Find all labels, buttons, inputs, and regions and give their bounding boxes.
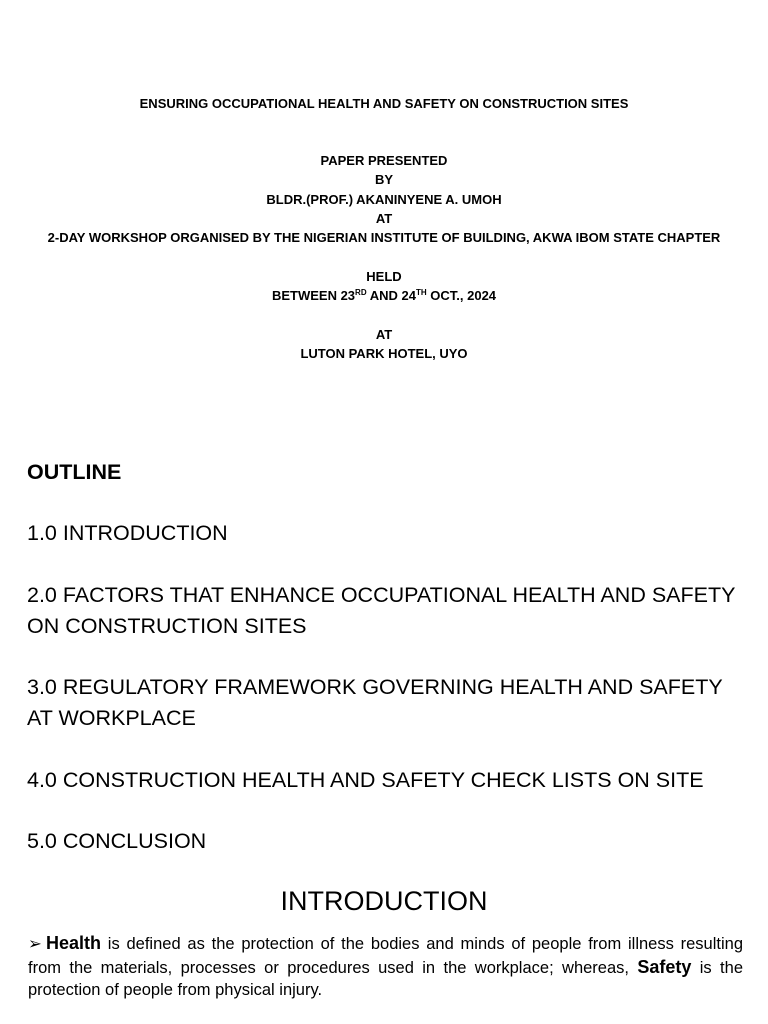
dates-suffix: OCT., 2024 [426,288,497,304]
outline-item-conclusion: 5.0 CONCLUSION [27,829,207,853]
at-line: AT [375,210,393,226]
workshop-line: 2-DAY WORKSHOP ORGANISED BY THE NIGERIAN INSTITUTE OF BUILDING, AKWA IBOM STATE CHAPTER [47,230,721,246]
outline-item-regulatory-framework: 3.0 REGULATORY FRAMEWORK GOVERNING HEALTH AND SAFETY AT WORKPLACE [27,675,723,730]
dates-prefix: BETWEEN 23 [271,288,356,304]
paper-presented-line: PAPER PRESENTED [320,153,448,168]
outline-item-factors: 2.0 FACTORS THAT ENHANCE OCCUPATIONAL HEALTH AND SAFETY ON CONSTRUCTION SITES [27,583,736,638]
dates-middle: AND 24 [366,288,416,304]
spacer [40,247,728,266]
venue-line: LUTON PARK HOTEL, UYO [300,345,468,361]
outline-item-check-lists: 4.0 CONSTRUCTION HEALTH AND SAFETY CHECK LISTS ON SITE [27,768,704,792]
term-health: Health [46,933,102,953]
health-definition: is defined as the protection of the bodies and minds of people from illness resulting from the materials, processes or procedures used in the workplace; whereas, [28,935,743,977]
outline-heading: OUTLINE [27,460,122,484]
safety-definition: is the protection of people from physical injury. [28,958,743,999]
dates-line [40,286,728,305]
presentation-details [40,151,728,363]
held-line: HELD [366,268,402,284]
arrow-bullet-icon: ➢ [28,935,42,953]
introduction-paragraph [28,932,743,1002]
dates-superscript-rd: RD [355,288,367,298]
spacer [40,305,728,324]
document-title: ENSURING OCCUPATIONAL HEALTH AND SAFETY ON CONSTRUCTION SITES [139,96,629,111]
introduction-heading: INTRODUCTION [280,886,488,916]
dates-superscript-th: TH [415,288,427,298]
term-safety: Safety [637,956,692,977]
venue-at-line: AT [375,326,393,342]
by-line: BY [374,172,394,188]
author-line: BLDR.(PROF.) AKANINYENE A. UMOH [266,191,502,207]
outline-item-introduction: 1.0 INTRODUCTION [27,521,228,545]
